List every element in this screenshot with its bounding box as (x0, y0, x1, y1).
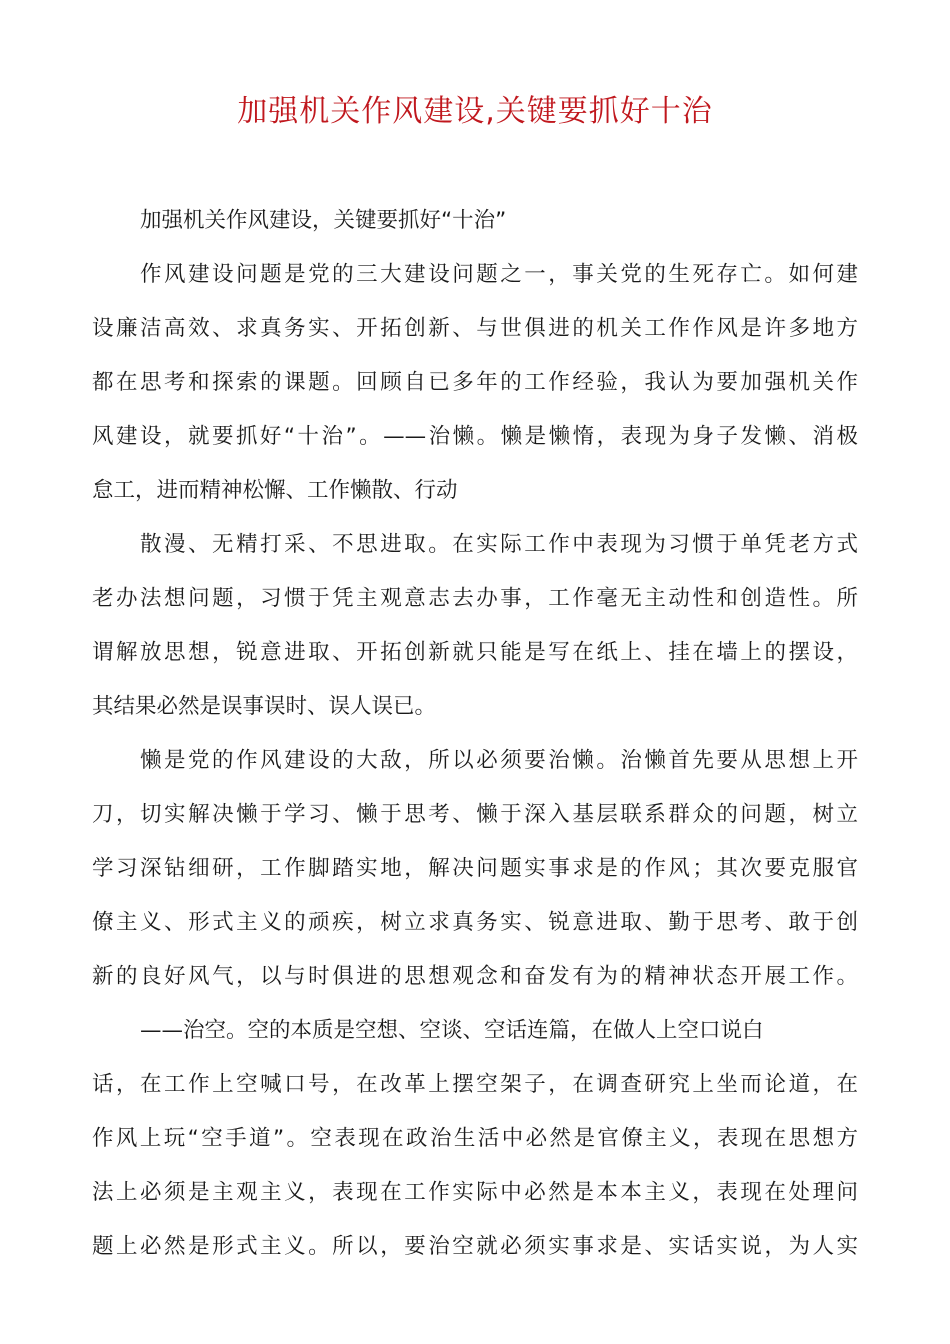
paragraph-line: 作风建设问题是党的三大建设问题之一，事关党的生死存亡。如何建 (140, 262, 858, 287)
paragraph-line: 作风上玩“空手道”。空表现在政治生活中必然是官僚主义，表现在思想方 (92, 1126, 858, 1151)
paragraph-line: 题上必然是形式主义。所以，要治空就必须实事求是、实话实说，为人实 (92, 1234, 858, 1259)
paragraph-line: 学习深钻细研，工作脚踏实地，解决问题实事求是的作风；其次要克服官 (92, 856, 858, 881)
paragraph-line: 僚主义、形式主义的顽疾，树立求真务实、锐意进取、勤于思考、敢于创 (92, 910, 858, 935)
paragraph-line: 新的良好风气，以与时俱进的思想观念和奋发有为的精神状态开展工作。 (92, 964, 858, 989)
paragraph-line: 话，在工作上空喊口号，在改革上摆空架子，在调查研究上坐而论道，在 (92, 1072, 858, 1097)
paragraph-line: 其结果必然是误事误时、误人误已。 (92, 694, 437, 719)
document-body (92, 198, 858, 1270)
paragraph-line: 设廉洁高效、求真务实、开拓创新、与世俱进的机关工作作风是许多地方 (92, 316, 858, 341)
paragraph-line: 懒是党的作风建设的大敌，所以必须要治懒。治懒首先要从思想上开 (140, 748, 858, 773)
paragraph-line: 谓解放思想，锐意进取、开拓创新就只能是写在纸上、挂在墙上的摆设， (92, 640, 858, 665)
paragraph-line: 老办法想问题，习惯于凭主观意志去办事，工作毫无主动性和创造性。所 (92, 586, 858, 611)
paragraph-line: 都在思考和探索的课题。回顾自已多年的工作经验，我认为要加强机关作 (92, 370, 858, 395)
paragraph-line: 法上必须是主观主义，表现在工作实际中必然是本本主义，表现在处理问 (92, 1180, 858, 1205)
paragraph-line: 加强机关作风建设，关键要抓好“十治” (140, 208, 507, 233)
paragraph-line: ——治空。空的本质是空想、空谈、空话连篇，在做人上空口说白 (140, 1018, 764, 1043)
paragraph-line: 散漫、无精打采、不思进取。在实际工作中表现为习惯于单凭老方式 (140, 532, 858, 557)
document-title: 加强机关作风建设,关键要抓好十治 (237, 94, 713, 129)
paragraph-line: 怠工，进而精神松懈、工作懒散、行动 (92, 478, 458, 503)
paragraph-line: 风建设，就要抓好“十治”。——治懒。懒是懒惰，表现为身子发懒、消极 (92, 424, 858, 449)
paragraph-line: 刀，切实解决懒于学习、懒于思考、懒于深入基层联系群众的问题，树立 (92, 802, 858, 827)
